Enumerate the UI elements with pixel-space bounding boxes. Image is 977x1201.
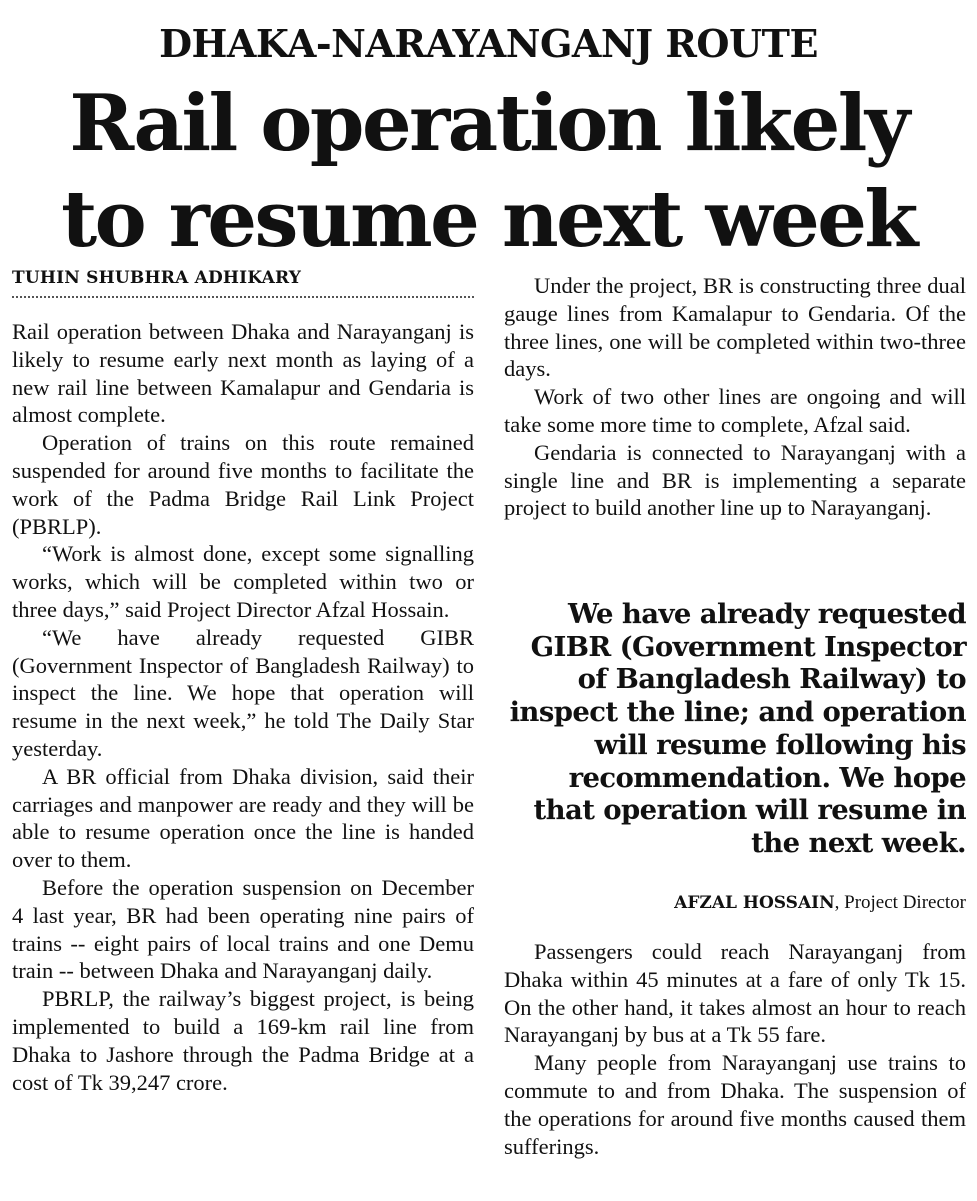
- paragraph: Work of two other lines are ongoing and will take some more time to complete, Afzal said.: [504, 384, 966, 437]
- paragraph: A BR official from Dhaka division, said their carriages and manpower are ready and they will be able to resume operation once the line is handed over to them.: [12, 763, 474, 873]
- pull-quote: We have already requested GIBR (Government Inspector of Bangladesh Railway) to inspect the line; and operation will resume following his recommendation. We hope that operation will resume in the next week.: [509, 598, 966, 859]
- headline-line-2: to resume next week: [61, 174, 916, 265]
- attribution-name: AFZAL HOSSAIN: [674, 893, 835, 913]
- kicker: DHAKA-NARAYANGANJ ROUTE: [159, 21, 818, 66]
- pull-quote-attribution: [500, 892, 966, 914]
- left-column: [12, 318, 474, 1096]
- byline: TUHIN SHUBHRA ADHIKARY: [12, 268, 474, 298]
- paragraph: Under the project, BR is constructing three dual gauge lines from Kamalapur to Gendaria. Of the three lines, one will be completed within two-three days.: [504, 273, 966, 382]
- right-column-bottom: [504, 938, 966, 1160]
- paragraph: Many people from Narayanganj use trains to commute to and from Dhaka. The suspension of the operations for around five months caused them sufferings.: [504, 1050, 966, 1159]
- paragraph: Gendaria is connected to Narayanganj with a single line and BR is implementing a separate project to build another line up to Narayanganj.: [504, 439, 966, 521]
- right-column-top: [504, 272, 966, 522]
- paragraph: Before the operation suspension on December 4 last year, BR had been operating nine pairs of trains -- eight pairs of local trains and one Demu train -- between Dhaka and Narayanganj daily.: [12, 874, 474, 984]
- headline-line-1: Rail operation likely: [69, 78, 908, 169]
- paragraph: “We have already requested GIBR (Government Inspector of Bangladesh Railway) to inspect the line. We hope that operation will resume in the next week,” he told The Daily Star yesterday.: [12, 624, 474, 761]
- paragraph: Passengers could reach Narayanganj from Dhaka within 45 minutes at a fare of only Tk 15. On the other hand, it takes almost an hour to reach Narayanganj by bus at a Tk 55 fare.: [504, 939, 966, 1048]
- headline: [0, 76, 977, 268]
- paragraph: Rail operation between Dhaka and Narayanganj is likely to resume early next month as laying of a new rail line between Kamalapur and Gendaria is almost complete.: [12, 319, 474, 428]
- paragraph: PBRLP, the railway’s biggest project, is being implemented to build a 169-km rail line from Dhaka to Jashore through the Padma Bridge at a cost of Tk 39,247 crore.: [12, 986, 474, 1095]
- attribution-title: , Project Director: [834, 892, 966, 913]
- paragraph: “Work is almost done, except some signalling works, which will be completed within two or three days,” said Project Director Afzal Hossain.: [12, 541, 474, 622]
- paragraph: Operation of trains on this route remained suspended for around five months to facilitate the work of the Padma Bridge Rail Link Project (PBRLP).: [12, 430, 474, 539]
